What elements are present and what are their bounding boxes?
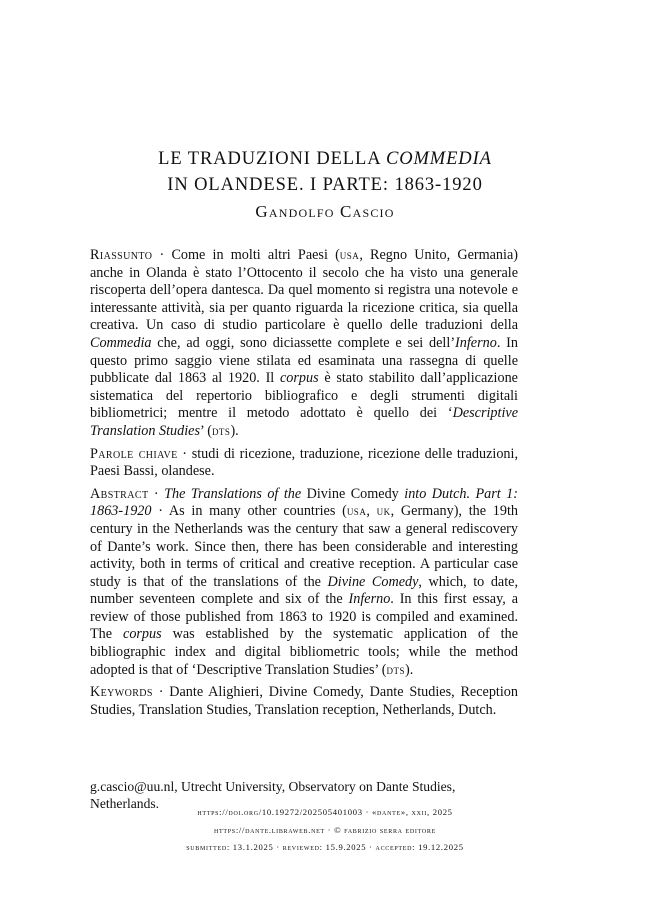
text-run: , Regno Unito, Germania) anche in Olanda è stato l’Ottocento il secolo che ha visto una generale riscoperta dell’opera dantesca. Da quel momento si registra una notevole e interessante attività, sia per quanto riguarda la ricezione critica, sia quella creativa. Un caso di studio particolare è quello delle traduzioni della	[90, 247, 518, 334]
keywords-text-en: Dante Alighieri, Divine Comedy, Dante Studies, Reception Studies, Translation Studies, Translation reception, Netherlands, Dutch.	[90, 684, 518, 718]
text-run: ).	[230, 422, 239, 439]
title-italic-text: COMMEDIA	[385, 149, 492, 169]
separator: ·	[148, 485, 165, 502]
article-title	[80, 146, 570, 198]
text-run: ).	[404, 661, 414, 678]
abbreviation: dts	[211, 423, 231, 438]
italic-run: corpus	[279, 370, 319, 387]
parole-chiave-label: Parole chiave	[90, 445, 178, 462]
text-run: Come in molti altri Paesi (	[171, 247, 340, 263]
keywords-paragraph	[90, 684, 518, 719]
text-run: , which, to date, number seventeen complete and six of the	[90, 573, 518, 608]
title-years: 1863-1920	[394, 175, 483, 195]
text-run: , Germany), the 19th century in the Netherlands was the century that saw a general rediscovery of Dante’s work. Since then, there has been considerable and interesting activity, both in terms of critical and creative reception. A particular case study is that of the translations of the	[90, 503, 519, 590]
text-run: · As in many other countries (	[151, 503, 347, 520]
separator: ·	[177, 445, 192, 462]
abbreviation: dts	[386, 662, 405, 677]
doi-line: https://doi.org/10.19272/202505401003 · «dante», xxii, 2025	[197, 807, 453, 817]
website-line: https://dante.libraweb.net · © fabrizio serra editore	[214, 824, 436, 835]
author-name: Gandolfo Cascio	[255, 202, 395, 221]
italic-run: The Translations of the	[164, 485, 302, 502]
abbreviation: usa	[346, 504, 367, 519]
italic-run: Inferno	[455, 334, 497, 351]
abstract-section	[90, 247, 518, 724]
text-run: Divine Comedy	[301, 485, 405, 502]
separator: ·	[152, 684, 170, 701]
text-run: . In this first essay, a review of those published from 1863 to 1920 is compiled and examined. The	[90, 591, 518, 643]
separator: ·	[152, 247, 172, 263]
italic-run: Inferno	[348, 591, 391, 608]
title-text-2: IN OLANDESE. I PARTE:	[167, 175, 395, 195]
title-line-2	[80, 172, 570, 198]
text-run: was established by the systematic application of the bibliographic index and digital bibliometric tools; while the method adopted is that of ‘Descriptive Translation Studies’ (	[90, 626, 518, 678]
italic-run: Commedia	[90, 334, 152, 351]
text-run: è stato stabilito dall’applicazione sistematica del repertorio bibliografico e degli strumenti digitali bibliometrici; mentre il metodo adottato è quello dei ‘	[90, 370, 518, 422]
italic-run: Descriptive Translation Studies	[90, 405, 518, 439]
abbreviation: usa	[339, 248, 360, 262]
author-contact: g.cascio@uu.nl, Utrecht University, Observatory on Dante Studies, Netherlands.	[90, 779, 456, 811]
italic-run: Divine Comedy	[327, 573, 419, 590]
publication-footer	[80, 804, 570, 857]
keywords-text-it: studi di ricezione, traduzione, ricezione delle traduzioni, Paesi Bassi, olandese.	[90, 445, 518, 480]
text-run: ,	[366, 503, 377, 520]
parole-chiave-paragraph	[90, 446, 518, 481]
italic-run: corpus	[123, 626, 162, 643]
abbreviation: uk	[376, 504, 391, 519]
text-run: ’ (	[199, 422, 212, 439]
text-run: che, ad oggi, sono diciassette complete e sei dell’	[151, 334, 456, 351]
dates-line: submitted: 13.1.2025 · reviewed: 15.9.2025 · accepted: 19.12.2025	[186, 842, 464, 852]
abstract-paragraph	[90, 486, 518, 680]
title-text: LE TRADUZIONI DELLA	[158, 149, 386, 169]
text-run: . In questo primo saggio viene stilata ed esaminata una rassegna di quelle pubblicate dal 1863 al 1920. Il	[90, 334, 518, 387]
keywords-label: Keywords	[90, 684, 153, 701]
riassunto-label: Riassunto	[90, 247, 153, 263]
riassunto-paragraph	[90, 247, 518, 441]
title-line-1	[80, 146, 570, 172]
abstract-label: Abstract	[90, 485, 149, 502]
italic-run: into Dutch. Part 1: 1863-1920	[90, 485, 518, 520]
